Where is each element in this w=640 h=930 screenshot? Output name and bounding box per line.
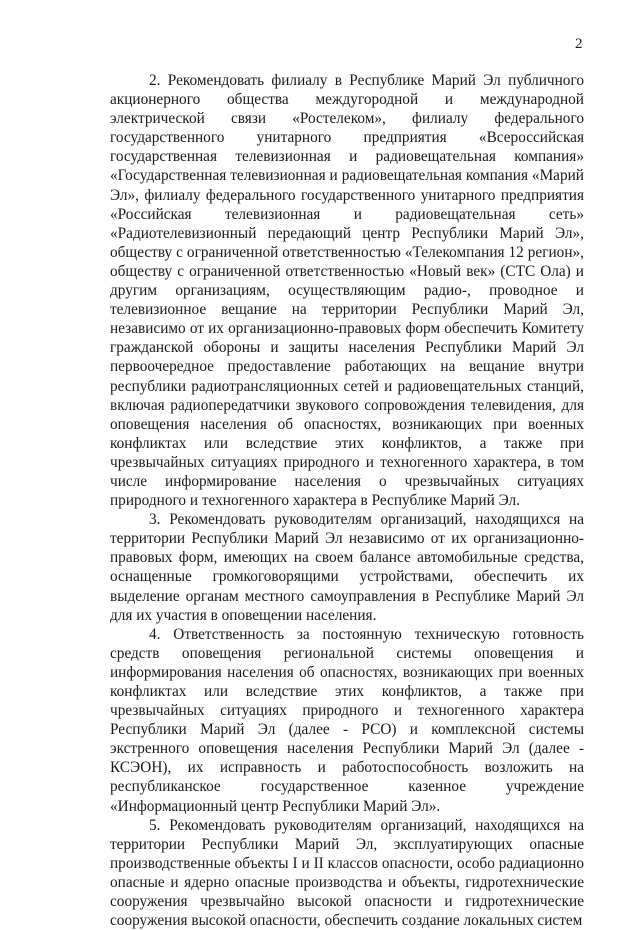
- paragraph-5: 5. Рекомендовать руководителям организаций, находящихся на территории Республики Марий Эл, эксплуатирующих опасные производственные объекты I и II классов опасности, особо радиационно опасные и ядерно опасные производства и объекты, гидротехнические сооружения чрезвычайно высокой опасности и гидротехнические сооружения высокой опасности, обеспечить создание локальных систем: [110, 816, 584, 930]
- document-body: [110, 71, 584, 930]
- paragraph-3: 3. Рекомендовать руководителям организаций, находящихся на территории Республики Марий Эл независимо от их организационно-правовых форм, имеющих на своем балансе автомобильные средства, оснащенные громкоговорящими устройствами, обеспечить их выделение органам местного самоуправления в Республике Марий Эл для их участия в оповещении населения.: [110, 511, 584, 624]
- paragraph-2: 2. Рекомендовать филиалу в Республике Марий Эл публичного акционерного общества междугородной и международной электрической связи «Ростелеком», филиалу федерального государственного унитарного предприятия «Всероссийская государственная телевизионная и радиовещательная компания» «Государственная телевизионная и радиовещательная компания «Марий Эл», филиалу федерального государственного унитарного предприятия «Российская телевизионная и радиовещательная сеть» «Радиотелевизионный передающий центр Республики Марий Эл», обществу с ограниченной ответственностью «Телекомпания 12 регион», обществу с ограниченной ответственностью «Новый век» (СТС Ола) и другим организациям, осуществляющим радио-, проводное и телевизионное вещание на территории Республики Марий Эл, независимо от их организационно-правовых форм обеспечить Комитету гражданской обороны и защиты населения Республики Марий Эл первоочередное предоставление работающих на вещание внутри республики радиотрансляционных сетей и радиовещательных станций, включая радиопередатчики звукового сопровождения телевидения, для оповещения населения об опасностях, возникающих при военных конфликтах или вследствие этих конфликтов, а также при чрезвычайных ситуациях природного и техногенного характера, в том числе информирование населения о чрезвычайных ситуациях природного и техногенного характера в Республике Марий Эл.: [110, 72, 584, 510]
- paragraph-4: 4. Ответственность за постоянную техническую готовность средств оповещения региональной системы оповещения и информирования населения об опасностях, возникающих при военных конфликтах или вследствие этих конфликтов, а также при чрезвычайных ситуациях природного и техногенного характера Республики Марий Эл (далее - РСО) и комплексной системы экстренного оповещения населения Республики Марий Эл (далее - КСЭОН), их исправность и работоспособность возложить на республиканское государственное казенное учреждение «Информационный центр Республики Марий Эл».: [110, 625, 584, 815]
- page-number: 2: [575, 36, 583, 52]
